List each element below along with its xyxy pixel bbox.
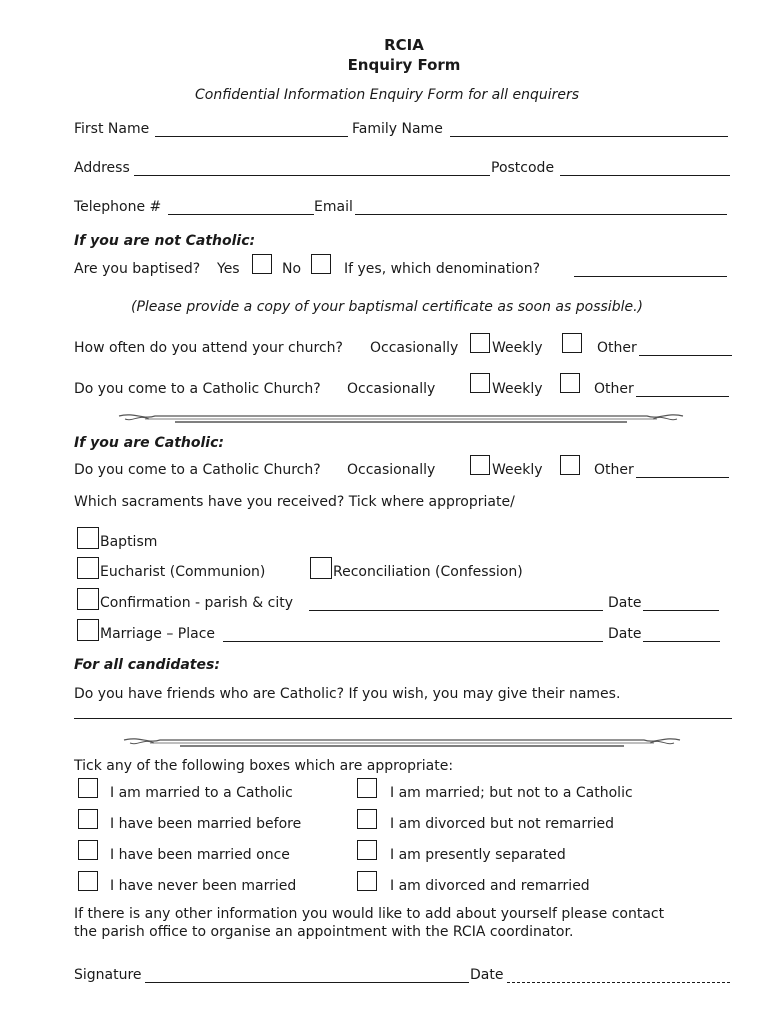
signature-date-line[interactable] <box>507 982 730 983</box>
married-not-catholic-checkbox[interactable] <box>357 778 377 798</box>
confirmation-place-line[interactable] <box>309 610 603 611</box>
attend-weekly-label: Weekly <box>492 340 543 356</box>
separated-label: I am presently separated <box>390 847 566 863</box>
married-before-checkbox[interactable] <box>78 809 98 829</box>
family-name-label: Family Name <box>352 121 443 137</box>
married-catholic-checkbox[interactable] <box>78 778 98 798</box>
nc-catholic-church-question: Do you come to a Catholic Church? <box>74 381 321 397</box>
marriage-place-line[interactable] <box>223 641 603 642</box>
first-name-label: First Name <box>74 121 150 137</box>
signature-label: Signature <box>74 967 142 983</box>
all-candidates-heading: For all candidates: <box>74 657 220 673</box>
address-line[interactable] <box>134 175 490 176</box>
c-occasionally-label: Occasionally <box>347 462 436 478</box>
first-name-line[interactable] <box>155 136 348 137</box>
eucharist-checkbox[interactable] <box>77 557 99 579</box>
divorced-remarried-checkbox[interactable] <box>357 871 377 891</box>
email-label: Email <box>314 199 353 215</box>
denomination-label: If yes, which denomination? <box>344 261 540 277</box>
postcode-line[interactable] <box>560 175 730 176</box>
confirmation-checkbox[interactable] <box>77 588 99 610</box>
signature-line[interactable] <box>145 982 469 983</box>
married-once-label: I have been married once <box>110 847 290 863</box>
baptismal-note: (Please provide a copy of your baptismal certificate as soon as possible.) <box>131 299 643 315</box>
confirmation-date-line[interactable] <box>643 610 719 611</box>
c-other-line[interactable] <box>636 477 729 478</box>
catholic-heading: If you are Catholic: <box>74 435 224 451</box>
nc-other-line[interactable] <box>636 396 729 397</box>
c-weekly-label: Weekly <box>492 462 543 478</box>
nc-occasionally-label: Occasionally <box>347 381 436 397</box>
denomination-line[interactable] <box>574 276 727 277</box>
signature-date-label: Date <box>470 967 504 983</box>
c-catholic-church-question: Do you come to a Catholic Church? <box>74 462 321 478</box>
married-before-label: I have been married before <box>110 816 302 832</box>
baptised-yes-checkbox[interactable] <box>252 254 272 274</box>
married-once-checkbox[interactable] <box>78 840 98 860</box>
divorced-not-remarried-label: I am divorced but not remarried <box>390 816 614 832</box>
form-intro: Confidential Information Enquiry Form for all enquirers <box>195 87 580 103</box>
baptised-no-checkbox[interactable] <box>311 254 331 274</box>
c-other-label: Other <box>594 462 634 478</box>
attend-occasionally-checkbox[interactable] <box>470 333 490 353</box>
married-catholic-label: I am married to a Catholic <box>110 785 293 801</box>
c-occasionally-checkbox[interactable] <box>470 455 490 475</box>
attend-occasionally-label: Occasionally <box>370 340 459 356</box>
married-not-catholic-label: I am married; but not to a Catholic <box>390 785 633 801</box>
c-weekly-checkbox[interactable] <box>560 455 580 475</box>
marriage-label: Marriage – Place <box>100 626 216 642</box>
never-married-checkbox[interactable] <box>78 871 98 891</box>
nc-weekly-label: Weekly <box>492 381 543 397</box>
tick-heading: Tick any of the following boxes which are appropriate: <box>74 758 454 774</box>
reconciliation-label: Reconciliation (Confession) <box>333 564 523 580</box>
friends-names-line[interactable] <box>74 718 732 719</box>
nc-weekly-checkbox[interactable] <box>560 373 580 393</box>
divorced-not-remarried-checkbox[interactable] <box>357 809 377 829</box>
not-catholic-heading: If you are not Catholic: <box>74 233 256 249</box>
form-subtitle: Enquiry Form <box>347 56 461 74</box>
separated-checkbox[interactable] <box>357 840 377 860</box>
baptised-question: Are you baptised? <box>74 261 201 277</box>
nc-occasionally-checkbox[interactable] <box>470 373 490 393</box>
ornamental-divider-2 <box>120 734 684 752</box>
baptism-label: Baptism <box>100 534 158 550</box>
form-title: RCIA <box>384 36 424 54</box>
no-label: No <box>282 261 302 277</box>
attend-other-line[interactable] <box>639 355 732 356</box>
divorced-remarried-label: I am divorced and remarried <box>390 878 590 894</box>
baptism-checkbox[interactable] <box>77 527 99 549</box>
attend-question: How often do you attend your church? <box>74 340 343 356</box>
eucharist-label: Eucharist (Communion) <box>100 564 266 580</box>
closing-line-2: the parish office to organise an appointment with the RCIA coordinator. <box>74 924 574 940</box>
closing-line-1: If there is any other information you would like to add about yourself please contact <box>74 906 665 922</box>
yes-label: Yes <box>217 261 240 277</box>
postcode-label: Postcode <box>491 160 555 176</box>
confirmation-date-label: Date <box>608 595 642 611</box>
attend-weekly-checkbox[interactable] <box>562 333 582 353</box>
ornamental-divider <box>115 410 687 428</box>
marriage-checkbox[interactable] <box>77 619 99 641</box>
confirmation-label: Confirmation - parish & city <box>100 595 293 611</box>
email-line[interactable] <box>355 214 727 215</box>
marriage-date-line[interactable] <box>643 641 720 642</box>
family-name-line[interactable] <box>450 136 728 137</box>
telephone-label: Telephone # <box>74 199 162 215</box>
nc-other-label: Other <box>594 381 634 397</box>
marriage-date-label: Date <box>608 626 642 642</box>
telephone-line[interactable] <box>168 214 314 215</box>
address-label: Address <box>74 160 130 176</box>
friends-question: Do you have friends who are Catholic? If you wish, you may give their names. <box>74 686 621 702</box>
attend-other-label: Other <box>597 340 637 356</box>
never-married-label: I have never been married <box>110 878 297 894</box>
sacraments-question: Which sacraments have you received? Tick where appropriate/ <box>74 494 515 510</box>
reconciliation-checkbox[interactable] <box>310 557 332 579</box>
